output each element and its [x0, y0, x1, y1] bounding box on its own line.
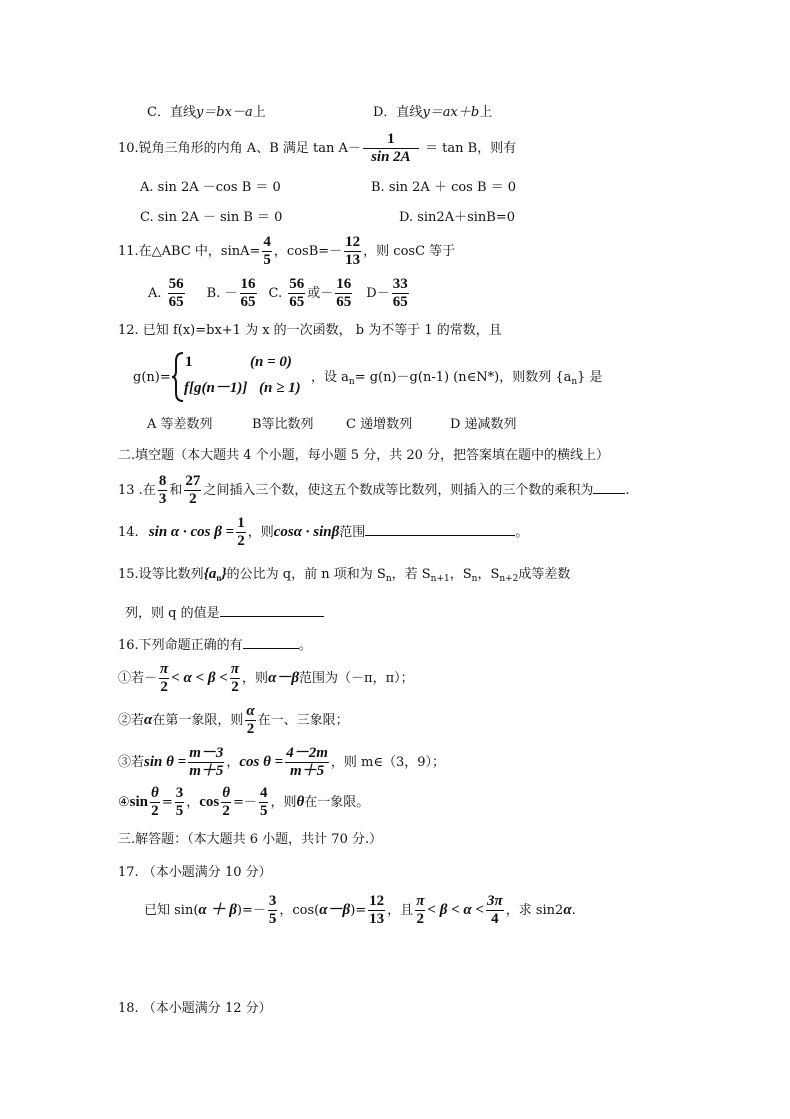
- q11-stem3: ，则 cosC 等于: [363, 244, 456, 259]
- q13-and: 和: [169, 483, 183, 498]
- q14-num: 1: [237, 515, 245, 531]
- q16-i3-d: m＋5: [189, 763, 224, 779]
- q11-a-frac: [168, 276, 185, 311]
- q17-d2: 13: [369, 911, 385, 927]
- q15-t3: ，S: [449, 567, 472, 582]
- q15-answer-blank[interactable]: [220, 604, 324, 617]
- q17-e1: α ＋ β: [198, 902, 237, 918]
- q12-option-a: A 等差数列: [147, 417, 213, 432]
- q15-seq: {a: [203, 566, 217, 582]
- q12-tail-b: = g(n)－g(n-1) (n∈N*)，则数列 {a: [354, 370, 572, 385]
- q16-i1-mid: < α < β <: [171, 670, 228, 686]
- q17-d4: 4: [491, 911, 499, 927]
- q11-d-den: 65: [392, 294, 408, 310]
- q14-answer-blank[interactable]: [365, 523, 515, 536]
- q15-s1: n: [385, 574, 392, 584]
- q16-i2-frac: [245, 703, 255, 738]
- q15-t5: 成等差数: [518, 567, 571, 582]
- q16-i3-mid: ，: [226, 755, 240, 770]
- q16-i4-eq: =: [161, 795, 173, 810]
- q16-i1-frac1: [159, 661, 169, 696]
- q14-pre: 14.: [118, 525, 139, 540]
- q11-b-num: 16: [240, 276, 256, 292]
- q13-d1: 3: [158, 491, 167, 507]
- q9-c-expr: y＝bx－a: [195, 105, 253, 120]
- q12-case2-val: f[g(n－1)]: [184, 380, 248, 396]
- q16-i4-n: θ: [151, 785, 159, 801]
- q16-i2-d: 2: [246, 721, 255, 737]
- q12-case1-cond: (n = 0): [250, 354, 292, 370]
- q12-tail-c: } 是: [577, 370, 603, 385]
- q16-answer-blank[interactable]: [243, 636, 299, 649]
- q9-c-label: C．直线: [147, 105, 196, 120]
- q17-n4: 3π: [487, 893, 503, 909]
- q10-den: sin 2A: [371, 149, 411, 165]
- q15-s3: n: [471, 574, 478, 584]
- q11-a-num: 56: [168, 276, 184, 292]
- q14-expr: sin α · cos β =: [148, 524, 235, 540]
- q16-i4-tail: ，则: [270, 795, 297, 810]
- q16-i1-tail: ，则: [242, 671, 269, 686]
- q16-i3-end: ，则 m∈（3，9）；: [330, 755, 446, 770]
- q11-stem2: ，cosB=－: [273, 244, 343, 259]
- q11-sinA-frac: [262, 234, 272, 269]
- q13-tail: 之间插入三个数，使这五个数成等比数列，则插入的三个数的乘积为: [203, 483, 594, 498]
- q16-i2-n: α: [246, 703, 255, 719]
- q16-i4-sin: sin: [129, 794, 149, 810]
- q10-option-d: D. sin2A＋sinB=0: [399, 210, 516, 225]
- q17-d3: 2: [416, 911, 425, 927]
- q9-d-expr: y＝ax＋b: [422, 105, 480, 120]
- q16-i3-frac1: [188, 745, 224, 780]
- q16-i4-d3: 2: [222, 803, 230, 819]
- q16-i2-pre: ②若: [118, 713, 145, 728]
- q15-line2-text: 列，则 q 的值是: [125, 606, 220, 621]
- q16-end: 。: [298, 638, 312, 653]
- q17-mid: ，cos(: [279, 903, 320, 918]
- q11-c-frac2: [335, 276, 352, 311]
- q16-i4-frac2: [175, 785, 185, 820]
- q16-i3-pre: ③若: [118, 755, 145, 770]
- q11-d-label: D－: [366, 286, 390, 301]
- q17-frac3: [415, 893, 425, 928]
- q16-i3-d2: m＋5: [289, 763, 325, 779]
- q12-case2-cond: (n ≥ 1): [259, 380, 301, 396]
- q16-i4-d4: 5: [259, 803, 268, 819]
- q13-end: .: [625, 483, 630, 498]
- q13-answer-blank[interactable]: [593, 481, 625, 494]
- q11-c-den1: 65: [289, 294, 305, 310]
- q17-d1: 5: [268, 911, 277, 927]
- q16-i2-mid: 在第一象限，则: [152, 713, 244, 728]
- q17-e2: α－β: [319, 902, 351, 918]
- q16-i1-d2: 2: [231, 679, 239, 695]
- q14-tail: 范围: [339, 525, 366, 540]
- q10-tail: ＝ tan B，则有: [420, 141, 517, 156]
- q14-expr2: cosα · sinβ: [273, 524, 340, 540]
- q13-n2: 27: [185, 473, 201, 489]
- q16-i2-a: α: [144, 712, 153, 728]
- q16-item-2: [118, 701, 349, 740]
- q14-frac: [236, 515, 246, 550]
- q17-pre: 已知 sin(: [144, 903, 199, 918]
- q17-heading: 17. （本小题满分 10 分）: [118, 865, 272, 880]
- q13: [118, 472, 629, 510]
- q17-alpha: α: [563, 902, 572, 918]
- q17-n2: 12: [369, 893, 385, 909]
- q17-tail: ，求 sin2: [505, 903, 564, 918]
- q16-i3-n2: 4－2m: [286, 745, 328, 761]
- q11-c-num1: 56: [289, 276, 305, 292]
- q16-i4-d: 2: [151, 803, 159, 819]
- q12-tail: [311, 371, 603, 387]
- q14-end: 。: [515, 525, 529, 540]
- q15-line1: [118, 567, 570, 584]
- q16-i4-frac3: [221, 785, 231, 820]
- q16-i4-d2: 5: [175, 803, 184, 819]
- q16-i1-n2: π: [230, 661, 240, 677]
- q17-end: .: [571, 903, 576, 918]
- q9-d-tail: 上: [479, 105, 493, 120]
- q11-options: [148, 276, 411, 312]
- q11-b-frac: [240, 276, 257, 311]
- q16-stem-text: 16.下列命题正确的有: [118, 638, 243, 653]
- q10-fraction: [363, 131, 419, 166]
- q11-stem1: 11.在△ABC 中，sinA=: [118, 244, 261, 259]
- q17-frac2: [368, 893, 385, 928]
- q17-eq2: )=: [350, 903, 367, 918]
- q16-item-1: [118, 659, 414, 698]
- q13-d2: 2: [189, 491, 197, 507]
- q16-i3-frac2: [285, 745, 329, 780]
- q13-pre: 13 .在: [118, 483, 156, 498]
- q17-n1: 3: [268, 893, 277, 909]
- q16-i4-eq2: =－: [233, 795, 257, 810]
- q11-a-den: 65: [168, 294, 184, 310]
- q16-i4-frac1: [150, 785, 160, 820]
- q16-i4-theta: θ: [296, 794, 305, 810]
- q9-option-d: [373, 106, 492, 119]
- q16-i4-end: 在一象限。: [304, 795, 370, 810]
- q11-c-frac1: [288, 276, 305, 311]
- section-3-heading: 三.解答题：（本大题共 6 小题，共计 70 分.）: [118, 832, 383, 847]
- q16-stem: [118, 636, 312, 652]
- q12-option-b: B等比数列: [252, 417, 314, 432]
- q15-pre: 15.设等比数列: [118, 567, 204, 582]
- q9-d-label: D．直线: [373, 105, 423, 120]
- q16-i4-frac4: [259, 785, 269, 820]
- q16-i1-end: 范围为（－π，π）；: [299, 671, 414, 686]
- q17-frac4: [486, 893, 504, 928]
- q15-t2: ，若 S: [391, 567, 431, 582]
- q13-n1: 8: [158, 473, 167, 489]
- q10-option-c: C. sin 2A － sin B ＝ 0: [140, 210, 283, 225]
- q15-seq-end: }: [221, 566, 227, 582]
- q12-option-c: C 递增数列: [346, 417, 413, 432]
- q17-ineq: < β < α <: [427, 902, 485, 918]
- q16-i3-n: m－3: [189, 745, 224, 761]
- q17-frac1: [268, 893, 278, 928]
- q15-tail: 的公比为 q，前 n 项和为 S: [226, 567, 386, 582]
- q11-cosB-num: 12: [345, 234, 361, 250]
- q11-c-num2: 16: [336, 276, 352, 292]
- q15-seq-sub: n: [216, 573, 222, 583]
- q10-stem-text: 10.锐角三角形的内角 A、B 满足 tan A－: [118, 141, 361, 156]
- q11-b-den: 65: [240, 294, 256, 310]
- q16-i3-expr: sin θ =: [144, 754, 187, 770]
- q14-mid: ，则: [247, 525, 274, 540]
- q11-a-label: A.: [148, 286, 162, 301]
- q11-cosB-frac: [344, 234, 361, 269]
- q17-body: [144, 890, 576, 931]
- q11-c-den2: 65: [336, 294, 352, 310]
- q16-i1-expr: α－β: [268, 670, 300, 686]
- q11-sinA-den: 5: [263, 252, 271, 268]
- q10-num: 1: [363, 131, 419, 149]
- q12-option-d: D 递减数列: [450, 417, 517, 432]
- q10-option-b: B. sin 2A ＋ cos B ＝ 0: [371, 180, 517, 195]
- q9-c-tail: 上: [252, 105, 266, 120]
- q16-i3-expr2: cos θ =: [239, 754, 284, 770]
- q17-n3: π: [416, 893, 425, 909]
- q14-den: 2: [237, 533, 245, 549]
- q12-g-lhs: g(n)=: [133, 370, 171, 385]
- q16-i1-pre: ①若－: [118, 671, 158, 686]
- q13-frac1: [158, 473, 168, 508]
- q12-stem: 12. 已知 f(x)=bx+1 为 x 的一次函数， b 为不等于 1 的常数，且: [118, 323, 502, 338]
- q12-tail-a: ，设 a: [311, 370, 349, 385]
- q16-item-3: [118, 743, 445, 782]
- q17-eq1: )=－: [236, 903, 266, 918]
- q12-case1-val: 1: [185, 354, 193, 370]
- q11-d-frac: [392, 276, 409, 311]
- q16-item-4: [118, 783, 369, 822]
- q16-i4-n4: 4: [259, 785, 268, 801]
- q11-d-num: 33: [392, 276, 408, 292]
- q13-frac2: [184, 473, 201, 508]
- q16-i4-n2: 3: [175, 785, 184, 801]
- q16-i2-end: 在一、三象限；: [257, 713, 349, 728]
- q11-b-label: B. －: [206, 286, 238, 301]
- q16-i4-pre: ④: [118, 795, 130, 810]
- q14: [118, 513, 528, 552]
- q16-i4-mid: ，: [186, 795, 200, 810]
- q11-sinA-num: 4: [263, 234, 271, 250]
- q10-stem: [118, 131, 516, 167]
- q12-tail-sub: n: [348, 377, 355, 387]
- q10-option-a: A. sin 2A －cos B ＝ 0: [140, 180, 281, 195]
- q9-option-c: [147, 106, 266, 119]
- q18-heading: 18. （本小题满分 12 分）: [118, 1001, 272, 1016]
- q15-s4: n+2: [499, 574, 519, 584]
- q15-t4: ，S: [477, 567, 500, 582]
- q12-brace: [171, 351, 185, 403]
- q11-cosB-den: 13: [345, 252, 361, 268]
- q16-i4-cos: cos: [199, 794, 220, 810]
- q12-tail-sub2: n: [571, 377, 578, 387]
- q11-stem: [118, 234, 455, 270]
- q16-i4-n3: θ: [222, 785, 231, 801]
- q15-s2: n+1: [430, 574, 450, 584]
- q16-i1-d: 2: [160, 679, 168, 695]
- q15-line2: [125, 604, 324, 620]
- q17-mid2: ，且: [387, 903, 414, 918]
- q11-c-label: C.: [268, 286, 283, 301]
- section-2-heading: 二.填空题（本大题共 4 个小题，每小题 5 分，共 20 分，把答案填在题中的横线上）: [118, 448, 610, 463]
- q16-i1-frac2: [230, 661, 240, 696]
- q11-c-or: 或－: [307, 286, 334, 301]
- q16-i1-n: π: [160, 661, 169, 677]
